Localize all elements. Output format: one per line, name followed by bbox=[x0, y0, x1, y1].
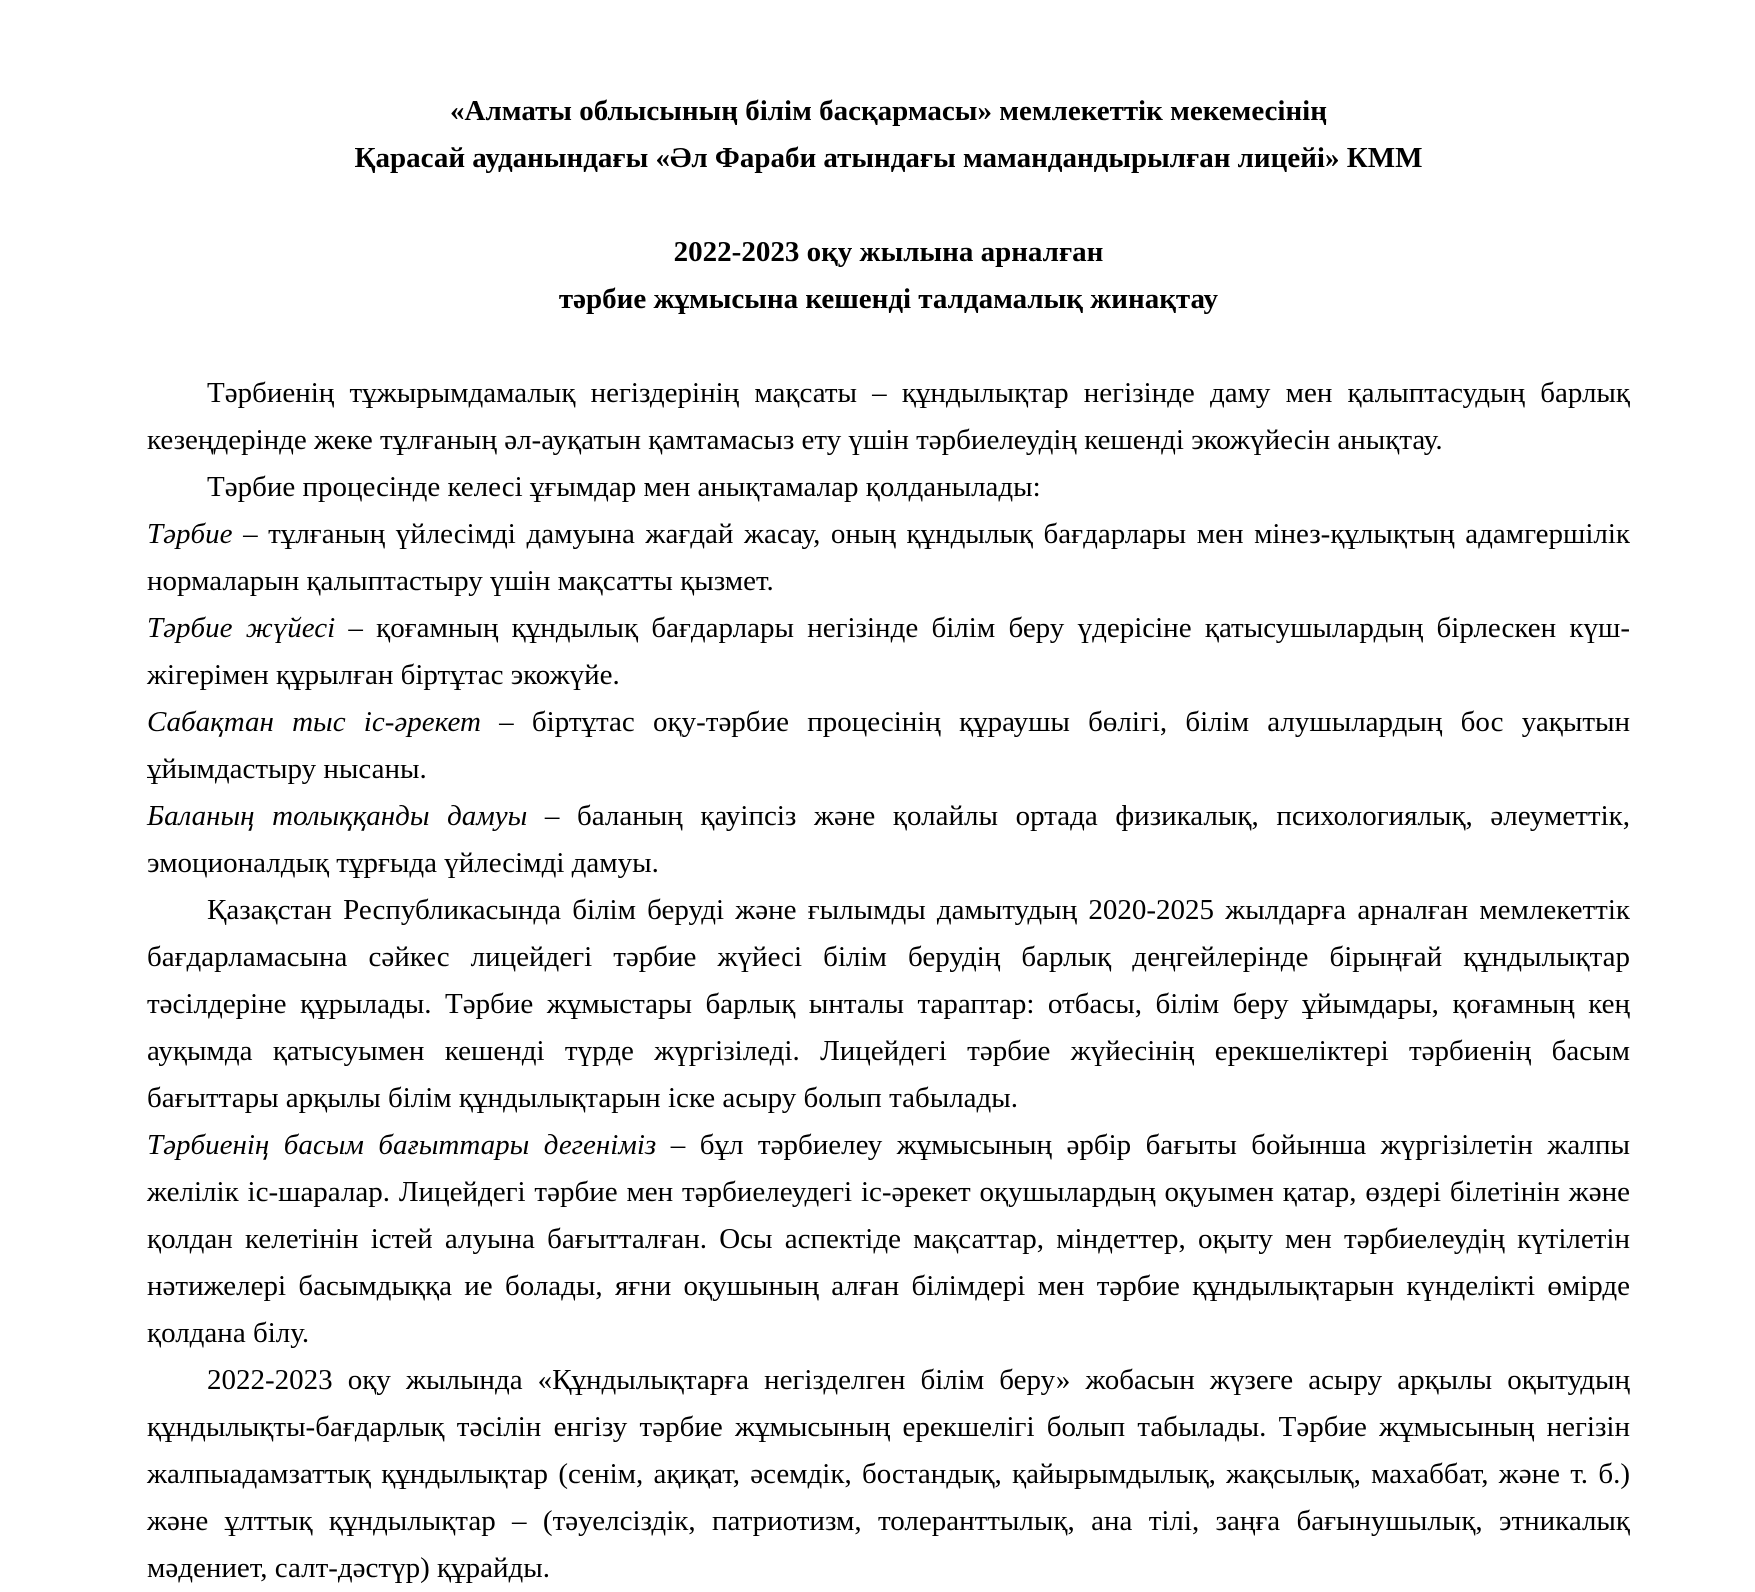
document-subtitle bbox=[147, 229, 1630, 323]
paragraph-text: – бұл тәрбиелеу жұмысының әрбір бағыты бойынша жүргізілетін жалпы желілік іс-шаралар. Лицейдегі тәрбие мен тәрбиелеудегі іс-әрекет оқушылардың оқуымен қатар, өздері білетінін және қолдан келетінін істей алуына бағытталған. Осы аспектіде мақсаттар, міндеттер, оқыту мен тәрбиелеудің күтілетін нәтижелері басымдыққа ие болады, яғни оқушының алған білімдері мен тәрбие құндылықтарын күнделікті өмірде қолдана білу. bbox=[147, 1129, 1630, 1349]
paragraph bbox=[147, 511, 1630, 605]
term-italic: Тәрбие bbox=[147, 518, 233, 550]
subtitle-line-1: 2022-2023 оқу жылына арналған bbox=[673, 236, 1104, 268]
paragraph bbox=[147, 887, 1630, 1122]
term-italic: Сабақтан тыс іс-әрекет bbox=[147, 706, 481, 738]
term-italic: Тәрбиенің басым бағыттары дегеніміз bbox=[147, 1129, 657, 1161]
term-italic: Баланың толыққанды дамуы bbox=[147, 800, 528, 832]
blank-line bbox=[147, 323, 1630, 370]
header-line-2: Қарасай ауданындағы «Әл Фараби атындағы мамандандырылған лицейі» КММ bbox=[354, 142, 1423, 174]
document-header bbox=[147, 88, 1630, 182]
header-line-1: «Алматы облысының білім басқармасы» мемлекеттік мекемесінің bbox=[450, 95, 1327, 127]
blank-line bbox=[147, 182, 1630, 229]
paragraph-text: – тұлғаның үйлесімді дамуына жағдай жасау, оның құндылық бағдарлары мен мінез-құлықтың адамгершілік нормаларын қалыптастыру үшін мақсатты қызмет. bbox=[147, 518, 1630, 597]
paragraph bbox=[147, 370, 1630, 464]
term-italic: Тәрбие жүйесі bbox=[147, 612, 336, 644]
document-body bbox=[147, 370, 1630, 1592]
paragraph bbox=[147, 605, 1630, 699]
paragraph bbox=[147, 1357, 1630, 1592]
paragraph-text: – қоғамның құндылық бағдарлары негізінде білім беру үдерісіне қатысушылардың бірлескен күш-жігерімен құрылған біртұтас экожүйе. bbox=[147, 612, 1630, 691]
subtitle-line-2: тәрбие жұмысына кешенді талдамалық жинақтау bbox=[558, 283, 1219, 315]
paragraph bbox=[147, 793, 1630, 887]
paragraph-text: Қазақстан Республикасында білім беруді және ғылымды дамытудың 2020-2025 жылдарға арналған мемлекеттік бағдарламасына сәйкес лицейдегі тәрбие жүйесі білім берудің барлық деңгейлерінде бірыңғай құндылықтар тәсілдеріне құрылады. Тәрбие жұмыстары барлық ынталы тараптар: отбасы, білім беру ұйымдары, қоғамның кең ауқымда қатысуымен кешенді түрде жүргізіледі. Лицейдегі тәрбие жүйесінің ерекшеліктері тәрбиенің басым бағыттары арқылы білім құндылықтарын іске асыру болып табылады. bbox=[147, 894, 1630, 1114]
paragraph-text: – баланың қауіпсіз және қолайлы ортада физикалық, психологиялық, әлеуметтік, эмоционалдық тұрғыда үйлесімді дамуы. bbox=[147, 800, 1630, 879]
paragraph-text: – біртұтас оқу-тәрбие процесінің құраушы бөлігі, білім алушылардың бос уақытын ұйымдастыру нысаны. bbox=[147, 706, 1631, 785]
paragraph bbox=[147, 699, 1630, 793]
paragraph-text: Тәрбие процесінде келесі ұғымдар мен анықтамалар қолданылады: bbox=[207, 471, 1041, 503]
paragraph-text: Тәрбиенің тұжырымдамалық негіздерінің мақсаты – құндылықтар негізінде даму мен қалыптасудың барлық кезеңдерінде жеке тұлғаның әл-ауқатын қамтамасыз ету үшін тәрбиелеудің кешенді экожүйесін анықтау. bbox=[147, 377, 1630, 456]
paragraph bbox=[147, 464, 1630, 511]
paragraph-text: 2022-2023 оқу жылында «Құндылықтарға негізделген білім беру» жобасын жүзеге асыру арқылы оқытудың құндылықты-бағдарлық тәсілін енгізу тәрбие жұмысының ерекшелігі болып табылады. Тәрбие жұмысының негізін жалпыадамзаттық құндылықтар (сенім, ақиқат, әсемдік, бостандық, қайырымдылық, жақсылық, махаббат, және т. б.) және ұлттық құндылықтар – (тәуелсіздік, патриотизм, толеранттылық, ана тілі, заңға бағынушылық, этникалық мәдениет, салт-дәстүр) құрайды. bbox=[147, 1364, 1630, 1584]
